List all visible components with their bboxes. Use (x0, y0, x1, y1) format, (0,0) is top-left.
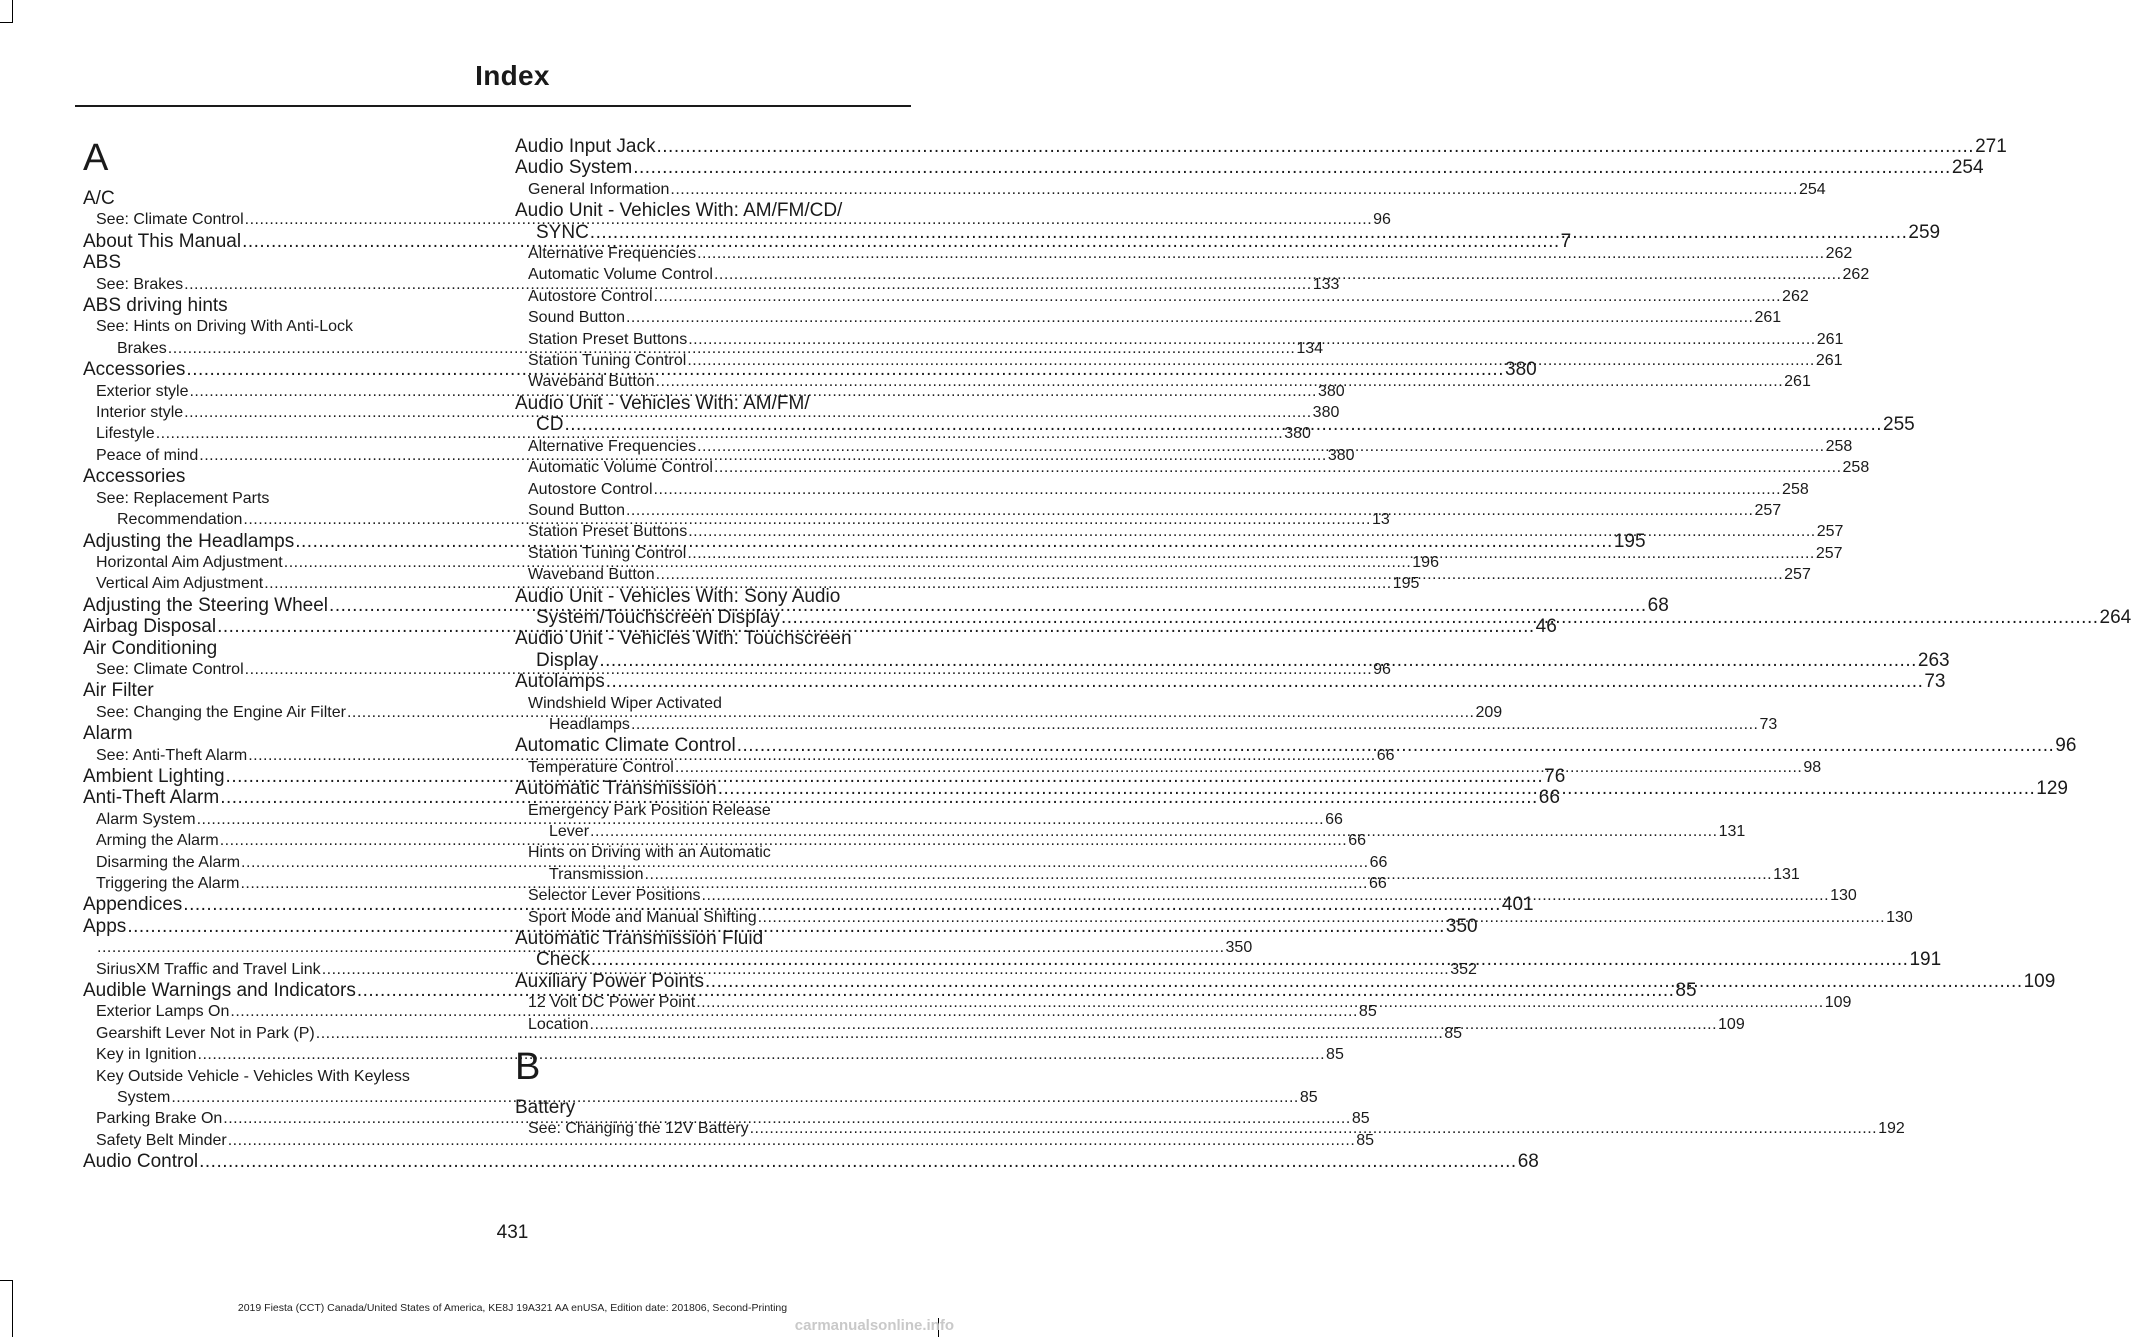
entry-page: 134 (1296, 339, 1324, 357)
entry-label: See: Hints on Driving With Anti-Lock (96, 318, 353, 336)
entry-page: 352 (1450, 960, 1477, 978)
entry-page: 380 (1505, 359, 1537, 381)
entry-page: 85 (1358, 1003, 1377, 1021)
leader-dots (718, 778, 2036, 799)
entry-page: 130 (1830, 887, 1857, 905)
index-entry (515, 136, 2007, 157)
leader-dots (599, 650, 1917, 671)
entry-page: 7 (1560, 230, 1572, 252)
entry-label: Air Filter (83, 680, 154, 702)
entry-page: 66 (1538, 787, 1560, 809)
entry-label-continued: SYNC (536, 221, 589, 243)
entry-page: 271 (1975, 136, 2007, 157)
entry-page: 257 (1754, 501, 1782, 519)
crop-mark-top-left (12, 0, 13, 22)
entry-page: 380 (1284, 425, 1311, 443)
entry-label: Automatic Transmission (515, 778, 717, 800)
entry-page: 263 (1917, 649, 1950, 671)
leader-dots (705, 971, 2023, 992)
entry-page: 258 (1825, 437, 1853, 455)
leader-dots (670, 179, 1798, 200)
entry-label-continued: Brakes (117, 339, 167, 357)
entry-label-continued: Lever (549, 823, 590, 840)
entry-page: 258 (1842, 459, 1870, 477)
entry-label: Safety Belt Minder (96, 1131, 227, 1149)
entry-label: Interior style (96, 404, 184, 422)
entry-label: Audible Warnings and Indicators (83, 980, 356, 1002)
entry-label: See: Climate Control (96, 660, 244, 678)
entry-label-continued: Headlamps (549, 715, 630, 733)
entry-label: Emergency Park Position Release (528, 801, 771, 819)
entry-label: Automatic Climate Control (515, 735, 736, 757)
entry-label: Airbag Disposal (83, 616, 217, 638)
entry-label: SiriusXM Traffic and Travel Link (96, 960, 321, 978)
entry-label: Exterior Lamps On (96, 1003, 230, 1021)
entry-label: Audio System (515, 157, 633, 179)
entry-page: 262 (1782, 287, 1809, 305)
entry-label: Auxiliary Power Points (515, 970, 705, 992)
entry-label-continued: System (117, 1089, 171, 1107)
entry-label: Accessories (83, 359, 186, 381)
leader-dots (606, 671, 1924, 692)
entry-page: 195 (1613, 530, 1646, 552)
leader-dots (688, 329, 1816, 350)
entry-page: 255 (1883, 414, 1915, 436)
index-subentry (515, 479, 1809, 500)
entry-page: 109 (1824, 994, 1852, 1012)
entry-page: 259 (1908, 221, 1941, 243)
entry-page: 192 (1878, 1120, 1905, 1138)
entry-label: Hints on Driving with an Automatic (528, 844, 771, 862)
entry-label: Station Tuning Control (528, 352, 687, 370)
leader-dots (750, 1118, 1878, 1139)
entry-page: 85 (1326, 1046, 1344, 1064)
entry-page: 254 (1951, 157, 1984, 179)
entry-page: 66 (1348, 832, 1367, 850)
entry-label-continued: Transmission (549, 865, 644, 883)
page-number: 431 (496, 1222, 529, 1243)
entry-label: Autostore Control (528, 287, 653, 305)
leader-dots (590, 821, 1718, 842)
entry-label: See: Climate Control (96, 211, 244, 229)
entry-label: Waveband Button (528, 566, 655, 584)
title-rule (75, 105, 911, 107)
entry-label: See: Changing the 12V Battery (528, 1120, 749, 1138)
entry-page: 66 (1369, 853, 1388, 871)
entry-label: Peace of mind (96, 446, 199, 464)
entry-label: Station Preset Buttons (528, 523, 688, 541)
entry-label: Windshield Wiper Activated (528, 694, 722, 712)
entry-label: Temperature Control (528, 758, 674, 776)
entry-label: Adjusting the Steering Wheel (83, 594, 329, 616)
entry-label: A/C (83, 188, 115, 209)
entry-label: Ambient Lighting (83, 765, 225, 787)
leader-dots (199, 1151, 1517, 1172)
entry-label: Parking Brake On (96, 1110, 223, 1128)
index-subentry (515, 243, 1853, 264)
leader-dots (626, 500, 1754, 521)
entry-page: 66 (1369, 875, 1387, 892)
entry-page: 130 (1886, 908, 1913, 926)
entry-page: 350 (1445, 915, 1478, 937)
entry-page: 85 (1351, 1110, 1370, 1128)
crop-mark-bottom-left-h (0, 1280, 13, 1281)
entry-label: Sound Button (528, 501, 625, 519)
entry-label-continued: Check (536, 949, 590, 971)
leader-dots (590, 222, 1908, 243)
entry-page: 254 (1798, 180, 1826, 198)
index-entry (515, 671, 1946, 693)
crop-mark-top-left-h (0, 22, 13, 23)
entry-page: 85 (1444, 1024, 1463, 1042)
entry-page: 76 (1544, 765, 1566, 787)
entry-label: Automatic Volume Control (528, 459, 713, 477)
leader-dots (590, 1014, 1718, 1035)
entry-label: Key Outside Vehicle - Vehicles With Keyless (96, 1067, 410, 1085)
entry-page: 109 (2023, 970, 2056, 992)
entry-page: 68 (1517, 1151, 1539, 1173)
entry-label: Vertical Aim Adjustment (96, 575, 264, 593)
entry-label: Waveband Button (528, 373, 655, 391)
entry-label: See: Anti-Theft Alarm (96, 746, 248, 764)
index-entry (83, 680, 473, 701)
entry-page: 98 (1803, 758, 1822, 776)
leader-dots (714, 264, 1842, 285)
entry-page: 262 (1842, 266, 1870, 284)
entry-label-continued: CD (536, 414, 564, 436)
leader-dots (591, 949, 1909, 970)
entry-label: Alarm System (96, 810, 196, 828)
index-subentry (83, 1130, 1375, 1151)
entry-label-continued: Recommendation (117, 511, 243, 529)
index-subentry (515, 307, 1782, 328)
section-letter: A (83, 137, 109, 179)
leader-dots (645, 864, 1773, 885)
entry-label: See: Brakes (96, 275, 184, 293)
entry-page: 262 (1825, 245, 1853, 263)
entry-label: About This Manual (83, 230, 242, 252)
index-subentry (515, 286, 1809, 307)
entry-page: 380 (1318, 382, 1345, 400)
footer-edition-info: 2019 Fiesta (CCT) Canada/United States of America, KE8J 19A321 AA enUSA, Edition date: 201806, Second-Printing (237, 1302, 788, 1314)
leader-dots (702, 885, 1830, 906)
entry-page: 261 (1784, 373, 1811, 391)
index-entry (83, 188, 473, 209)
entry-label: Automatic Volume Control (528, 266, 713, 284)
entry-label: ABS (83, 252, 122, 274)
entry-label: ABS driving hints (83, 295, 228, 317)
entry-label: Audio Unit - Vehicles With: AM/FM/CD/ (515, 200, 843, 222)
watermark: carmanualsonline.info (794, 1317, 954, 1334)
entry-label: Alternative Frequencies (528, 245, 697, 263)
entry-label: Exterior style (96, 382, 189, 400)
entry-page: 109 (1718, 1015, 1745, 1033)
entry-page: 133 (1312, 275, 1340, 293)
entry-page: 261 (1754, 309, 1782, 327)
entry-label: Sound Button (528, 309, 625, 327)
entry-label: Audio Unit - Vehicles With: Touchscreen (515, 628, 852, 650)
entry-label: Adjusting the Headlamps (83, 530, 295, 552)
leader-dots (697, 436, 1825, 457)
entry-label: Audio Control (83, 1151, 199, 1173)
leader-dots (696, 992, 1824, 1013)
entry-page: 46 (1535, 616, 1557, 638)
entry-page: 66 (1376, 746, 1395, 764)
entry-page: 264 (2099, 606, 2131, 628)
entry-page: 401 (1501, 894, 1534, 916)
index-entry (515, 157, 1984, 179)
entry-label: Appendices (83, 894, 183, 916)
entry-label: Alternative Frequencies (528, 437, 697, 455)
leader-dots (654, 479, 1782, 500)
entry-label: Horizontal Aim Adjustment (96, 553, 283, 571)
entry-label: Audio Unit - Vehicles With: Sony Audio (515, 585, 841, 607)
entry-page: 196 (1412, 553, 1439, 571)
entry-label: Apps (83, 915, 127, 937)
index-entry (83, 295, 473, 316)
entry-label: Autostore Control (528, 480, 653, 498)
entry-label: Anti-Theft Alarm (83, 787, 220, 809)
leader-dots (626, 307, 1754, 328)
entry-label-continued: System/Touchscreen Display (536, 606, 780, 628)
entry-page: 96 (1373, 211, 1391, 229)
entry-label: Key in Ignition (96, 1046, 197, 1064)
leader-dots (758, 907, 1886, 928)
entry-page: 261 (1816, 330, 1844, 348)
page-title: Index (475, 60, 550, 91)
leader-dots (714, 457, 1842, 478)
index-subentry (83, 1044, 1344, 1065)
entry-page: 350 (1225, 939, 1253, 957)
entry-page: 195 (1392, 575, 1420, 593)
leader-dots (656, 371, 1784, 392)
entry-label: Location (528, 1015, 589, 1033)
leader-dots (697, 243, 1825, 264)
entry-label: See: Replacement Parts (96, 489, 270, 507)
entry-page: 85 (1356, 1131, 1375, 1149)
leader-dots (687, 543, 1815, 564)
entry-page: 257 (1784, 566, 1811, 584)
entry-label: Sport Mode and Manual Shifting (528, 908, 757, 926)
entry-page: 13 (1371, 511, 1390, 529)
entry-page: 66 (1325, 810, 1343, 828)
leader-dots (656, 564, 1784, 585)
entry-label: Battery (515, 1097, 576, 1119)
entry-page: 380 (1327, 446, 1355, 464)
entry-page: 96 (1373, 660, 1391, 678)
entry-label: Triggering the Alarm (96, 875, 240, 892)
leader-dots (564, 414, 1882, 435)
entry-label: 12 Volt DC Power Point (528, 994, 696, 1012)
entry-page: 129 (2036, 778, 2068, 800)
leader-dots (633, 157, 1951, 178)
entry-page: 73 (1759, 715, 1778, 733)
entry-page: 261 (1815, 352, 1843, 370)
entry-page: 257 (1815, 544, 1843, 562)
entry-label-continued: Display (536, 649, 599, 671)
leader-dots (737, 735, 2055, 756)
leader-dots (675, 757, 1803, 778)
entry-page: 85 (1675, 980, 1697, 1002)
entry-page: 73 (1924, 671, 1946, 693)
entry-label: Audio Input Jack (515, 136, 656, 157)
entry-page: 209 (1475, 703, 1503, 721)
entry-page: 68 (1647, 594, 1669, 616)
entry-page: 131 (1718, 823, 1746, 840)
entry-page: 96 (2055, 735, 2077, 757)
section-letter: B (515, 1046, 541, 1089)
leader-dots (656, 136, 1974, 157)
entry-page: 257 (1816, 523, 1844, 541)
entry-label: See: Changing the Engine Air Filter (96, 703, 346, 721)
entry-label: Alarm (83, 723, 133, 745)
entry-label: Selector Lever Positions (528, 887, 701, 905)
leader-dots (654, 286, 1782, 307)
entry-label: Gearshift Lever Not in Park (P) (96, 1024, 315, 1042)
entry-label: General Information (528, 180, 670, 198)
leader-dots (631, 714, 1759, 735)
entry-label: Station Preset Buttons (528, 330, 688, 348)
entry-label: Audio Unit - Vehicles With: AM/FM/ (515, 392, 810, 414)
entry-label: Autolamps (515, 671, 605, 693)
entry-page: 85 (1299, 1089, 1318, 1107)
index-entry (83, 638, 473, 659)
entry-label: Arming the Alarm (96, 832, 219, 850)
index-entry (83, 252, 473, 273)
entry-page: 191 (1909, 949, 1942, 971)
index-entry (83, 466, 473, 487)
entry-label: Air Conditioning (83, 637, 218, 659)
leader-dots (781, 607, 2099, 628)
entry-label: Disarming the Alarm (96, 853, 241, 871)
entry-label: Station Tuning Control (528, 544, 687, 562)
index-subentry (515, 179, 1826, 200)
entry-page: 258 (1782, 480, 1809, 498)
index-entry (515, 1097, 905, 1118)
leader-dots (688, 521, 1816, 542)
entry-page: 131 (1773, 865, 1800, 883)
index-entry (83, 723, 473, 744)
entry-page: 380 (1312, 404, 1340, 422)
entry-label: Accessories (83, 466, 186, 488)
index-entry (83, 1151, 1539, 1173)
entry-label: Lifestyle (96, 425, 155, 443)
index-subentry (515, 457, 1870, 478)
leader-dots (687, 350, 1815, 371)
entry-label: Automatic Transmission Fluid (515, 928, 764, 950)
